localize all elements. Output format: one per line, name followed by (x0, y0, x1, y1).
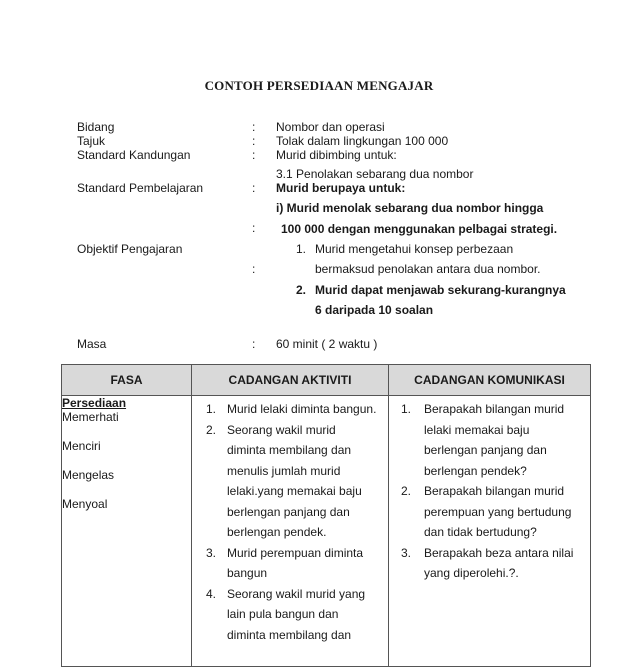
fasa-item: Mengelas (62, 468, 115, 482)
fasa-item: Menciri (62, 439, 101, 453)
objektif-2-line2: 6 daripada 10 soalan (315, 303, 434, 317)
komunikasi-text: Berapakah beza antara nilai yang diperolehi.?. (424, 545, 574, 580)
tajuk-value: Tolak dalam lingkungan 100 000 (276, 134, 449, 148)
standard-kandungan-sub: 3.1 Penolakan sebarang dua nombor (276, 167, 474, 181)
header-cadangan-aktiviti: CADANGAN AKTIVITI (192, 365, 389, 396)
objektif-colon: : (252, 262, 256, 276)
aktiviti-item (206, 399, 382, 420)
masa-colon: : (252, 337, 256, 351)
komunikasi-item (401, 481, 584, 543)
komunikasi-cell (389, 396, 591, 667)
objektif-2-line1: Murid dapat menjawab sekurang-kurangnya (315, 283, 566, 297)
aktiviti-number: 1. (206, 402, 217, 416)
komunikasi-number: 3. (401, 545, 412, 560)
standard-pembelajaran-value: Murid berupaya untuk: (276, 181, 406, 195)
objektif-2-number: 2. (296, 283, 307, 297)
standard-pembelajaran-line3-colon: : (252, 221, 256, 235)
lesson-plan-table (61, 364, 591, 667)
aktiviti-number: 4. (206, 586, 217, 601)
aktiviti-item (206, 543, 382, 584)
table-row (62, 396, 591, 667)
bidang-colon: : (252, 120, 256, 134)
aktiviti-number: 3. (206, 545, 217, 560)
objektif-label: Objektif Pengajaran (77, 242, 183, 256)
fasa-item: Menyoal (62, 497, 108, 511)
standard-kandungan-colon: : (252, 148, 256, 162)
standard-kandungan-value: Murid dibimbing untuk: (276, 148, 397, 162)
aktiviti-item (206, 420, 382, 543)
tajuk-colon: : (252, 134, 256, 148)
table-header-row (62, 365, 591, 396)
komunikasi-number: 1. (401, 402, 412, 416)
fasa-title: Persediaan (62, 396, 127, 410)
standard-kandungan-label: Standard Kandungan (77, 148, 191, 162)
document-title: CONTOH PERSEDIAAN MENGAJAR (204, 78, 434, 93)
komunikasi-text: Berapakah bilangan murid lelaki memakai baju berlengan panjang dan berlengan pendek? (424, 402, 565, 478)
objektif-1-line2: bermaksud penolakan antara dua nombor. (315, 262, 541, 276)
bidang-label: Bidang (77, 120, 115, 134)
komunikasi-text: Berapakah bilangan murid perempuan yang bertudung dan tidak bertudung? (424, 484, 572, 539)
aktiviti-text: Seorang wakil murid diminta membilang dan menulis jumlah murid lelaki.yang memakai baju berlengan panjang dan berlengan pendek. (227, 422, 362, 539)
masa-label: Masa (77, 337, 107, 351)
header-cadangan-komunikasi: CADANGAN KOMUNIKASI (389, 365, 591, 396)
komunikasi-number: 2. (401, 484, 412, 498)
aktiviti-item (206, 584, 382, 646)
masa-value: 60 minit ( 2 waktu ) (276, 337, 378, 351)
objektif-1-line1: Murid mengetahui konsep perbezaan (315, 242, 514, 256)
aktiviti-number: 2. (206, 422, 217, 437)
objektif-1-number: 1. (296, 242, 307, 256)
fasa-item: Memerhati (62, 410, 119, 424)
aktiviti-cell (192, 396, 389, 667)
header-fasa: FASA (62, 365, 192, 396)
tajuk-label: Tajuk (77, 134, 106, 148)
standard-pembelajaran-colon: : (252, 181, 256, 195)
fasa-cell (62, 396, 192, 667)
aktiviti-text: Murid lelaki diminta bangun. (227, 402, 377, 416)
aktiviti-text: Seorang wakil murid yang lain pula bangun dan diminta membilang dan (227, 586, 366, 642)
komunikasi-item (401, 399, 584, 481)
standard-pembelajaran-line2: i) Murid menolak sebarang dua nombor hingga (276, 201, 544, 215)
komunikasi-item (401, 543, 584, 584)
standard-pembelajaran-label: Standard Pembelajaran (77, 181, 204, 195)
bidang-value: Nombor dan operasi (276, 120, 385, 134)
aktiviti-text: Murid perempuan diminta bangun (227, 545, 364, 580)
standard-pembelajaran-line3: 100 000 dengan menggunakan pelbagai strategi. (281, 222, 558, 236)
